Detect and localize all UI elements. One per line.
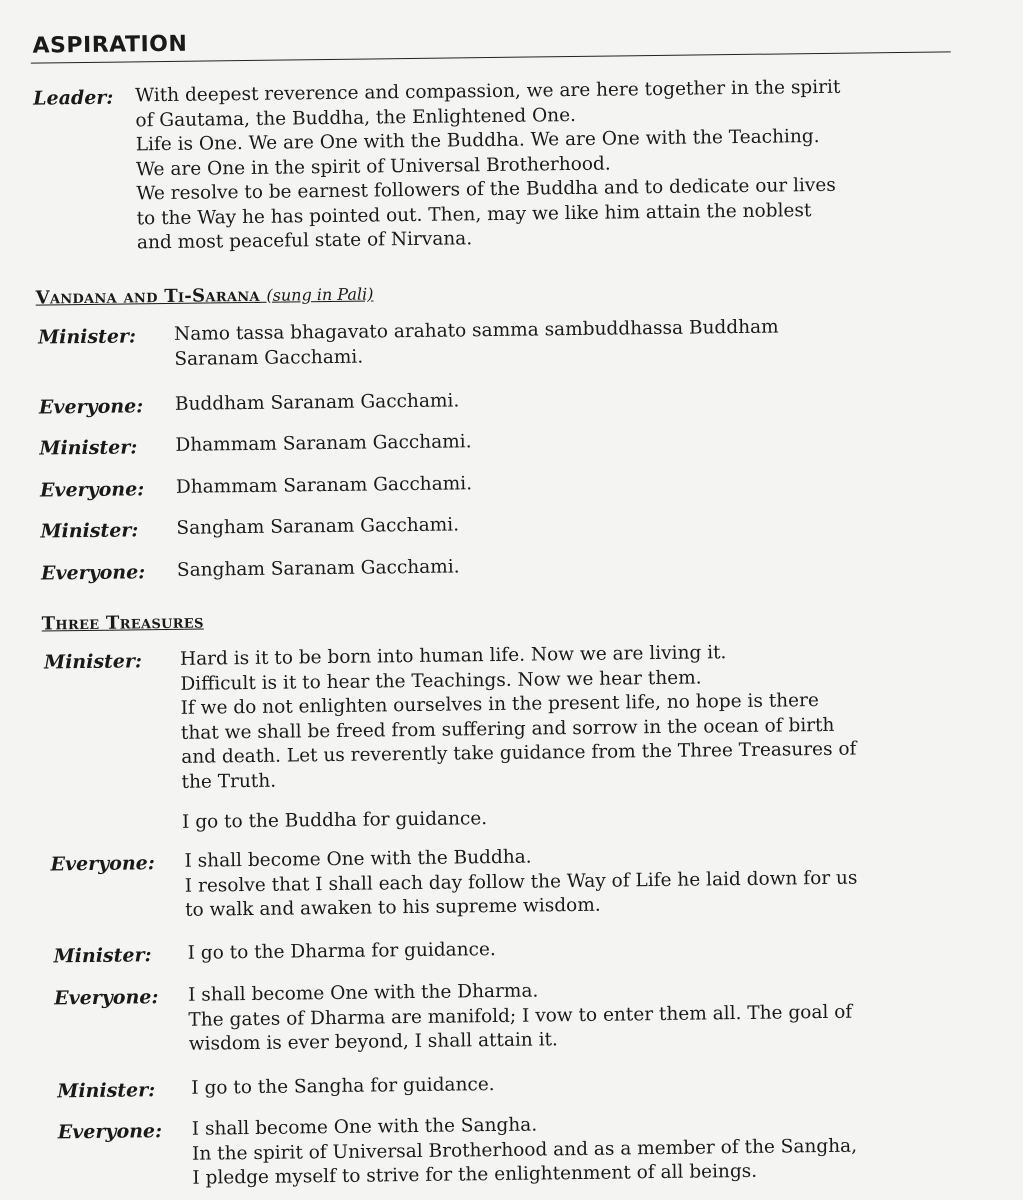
entry-text xyxy=(175,389,460,417)
heading-text: Vandana and Ti-Sarana xyxy=(35,284,260,309)
text-line: and most peaceful state of Nirvana. xyxy=(136,228,473,254)
text-line: If we do not enlighten ourselves in the present life, no hope is there xyxy=(180,690,819,719)
text-line: that we shall be freed from suffering and sorrow in the ocean of birth xyxy=(180,714,835,744)
entry-text xyxy=(175,430,471,458)
entry-text xyxy=(180,640,857,836)
text-line: Sangham Saranam Gacchami. xyxy=(176,556,460,581)
text-line: to the Way he has pointed out. Then, may we like him attain the noblest xyxy=(136,199,812,229)
text-line: I go to the Dharma for guidance. xyxy=(187,939,496,964)
speaker-minister: Minister: xyxy=(53,944,152,968)
text-line: The gates of Dharma are manifold; I vow to enter them all. The goal of xyxy=(188,1001,853,1031)
page-title: ASPIRATION xyxy=(32,31,188,59)
aspiration-text xyxy=(135,76,842,256)
entry-text xyxy=(176,513,459,541)
text-line: In the spirit of Universal Brotherhood and as a member of the Sangha, xyxy=(191,1135,858,1165)
text-line: Dhammam Saranam Gacchami. xyxy=(175,431,472,456)
text-line: Hard is it to be born into human life. Now we are living it. xyxy=(179,642,727,670)
speaker-leader: Leader: xyxy=(33,86,114,110)
speaker-minister: Minister: xyxy=(39,436,138,460)
speaker-minister: Minister: xyxy=(40,519,139,543)
text-line: Dhammam Saranam Gacchami. xyxy=(175,473,473,498)
speaker-everyone: Everyone: xyxy=(54,986,159,1010)
text-line: the Truth. xyxy=(181,770,277,793)
speaker-minister: Minister: xyxy=(37,325,137,349)
text-line: I pledge myself to strive for the enlightenment of all beings. xyxy=(192,1160,758,1189)
entry-text xyxy=(188,938,496,966)
entry-text xyxy=(188,976,853,1058)
text-line: to walk and awaken to his supreme wisdom. xyxy=(185,894,601,921)
text-line: We resolve to be earnest followers of the Buddha and to dedicate our lives xyxy=(136,174,836,205)
text-line: Life is One. We are One with the Buddha. We are One with the Teaching. xyxy=(135,125,820,156)
text-line: I go to the Buddha for guidance. xyxy=(181,808,488,833)
section-heading-three-treasures: Three Treasures xyxy=(41,611,204,635)
text-line: Buddham Saranam Gacchami. xyxy=(174,390,460,415)
speaker-everyone: Everyone: xyxy=(57,1120,163,1144)
text-line: wisdom is ever beyond, I shall attain it. xyxy=(188,1029,558,1055)
entry-text xyxy=(192,1110,858,1192)
speaker-everyone: Everyone: xyxy=(50,852,155,876)
speaker-minister: Minister: xyxy=(43,650,143,674)
text-line: of Gautama, the Buddha, the Enlightened One. xyxy=(135,104,577,131)
text-line: Namo tassa bhagavato arahato samma sambuddhassa Buddham xyxy=(173,316,779,345)
entry-text xyxy=(191,1073,495,1101)
speaker-everyone: Everyone: xyxy=(40,561,146,585)
entry-text xyxy=(176,472,472,500)
speaker-everyone: Everyone: xyxy=(38,395,144,419)
entry-text xyxy=(184,842,857,924)
text-line: I go to the Sangha for guidance. xyxy=(191,1074,495,1099)
section-heading-vandana xyxy=(36,283,374,308)
entry-text xyxy=(177,555,460,583)
speaker-minister: Minister: xyxy=(57,1079,156,1103)
text-line: I shall become One with the Sangha. xyxy=(191,1114,538,1140)
text-line: I resolve that I shall each day follow the Way of Life he laid down for us xyxy=(184,867,858,897)
text-line: I shall become One with the Buddha. xyxy=(184,846,532,872)
heading-note: (sung in Pali) xyxy=(266,284,374,305)
text-line: With deepest reverence and compassion, we are here together in the spirit xyxy=(135,76,841,107)
text-line: We are One in the spirit of Universal Brotherhood. xyxy=(135,153,611,180)
text-line: Difficult is it to hear the Teachings. Now we hear them. xyxy=(180,666,702,695)
entry-text xyxy=(174,316,779,372)
text-line: Sangham Saranam Gacchami. xyxy=(176,514,460,539)
text-line: I shall become One with the Dharma. xyxy=(188,980,539,1006)
speaker-everyone: Everyone: xyxy=(39,478,145,502)
text-line: Saranam Gacchami. xyxy=(174,346,364,370)
text-line: and death. Let us reverently take guidance from the Three Treasures of xyxy=(181,738,857,768)
